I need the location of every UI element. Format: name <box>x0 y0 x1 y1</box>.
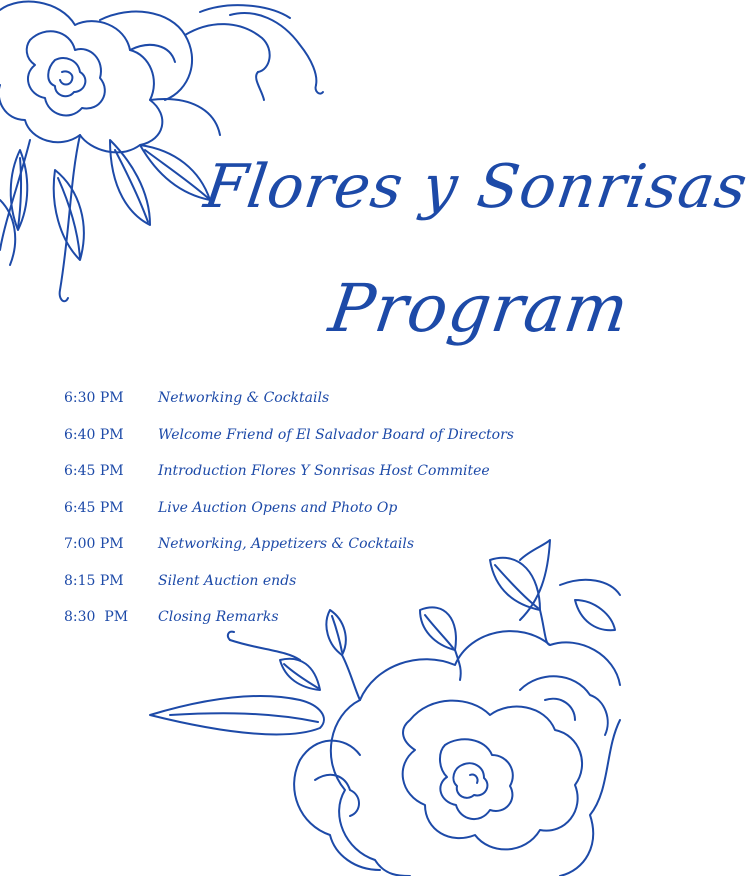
title-line-2: Program <box>324 270 634 347</box>
schedule-event: Networking & Cocktails <box>158 390 330 406</box>
schedule-event: Introduction Flores Y Sonrisas Host Commitee <box>158 463 490 479</box>
schedule-row <box>64 536 544 573</box>
schedule-row <box>64 573 544 610</box>
schedule-row <box>64 390 544 427</box>
schedule-row <box>64 463 544 500</box>
schedule-row <box>64 427 544 464</box>
schedule-list <box>64 390 544 646</box>
schedule-event: Closing Remarks <box>158 609 279 625</box>
schedule-event: Live Auction Opens and Photo Op <box>158 499 398 516</box>
title-line-1: Flores y Sonrisas <box>200 152 752 222</box>
schedule-time: 6:45 PM <box>64 499 124 516</box>
schedule-event: Silent Auction ends <box>158 572 297 589</box>
schedule-time: 6:40 PM <box>64 426 124 443</box>
schedule-time: 6:45 PM <box>64 463 124 479</box>
schedule-row <box>64 500 544 537</box>
schedule-time: 8:30 PM <box>64 609 129 625</box>
schedule-time: 8:15 PM <box>64 572 124 589</box>
schedule-event: Networking, Appetizers & Cocktails <box>158 536 415 552</box>
schedule-time: 7:00 PM <box>64 536 124 552</box>
schedule-time: 6:30 PM <box>64 390 124 406</box>
schedule-row <box>64 609 544 646</box>
schedule-event: Welcome Friend of El Salvador Board of Directors <box>158 426 514 443</box>
